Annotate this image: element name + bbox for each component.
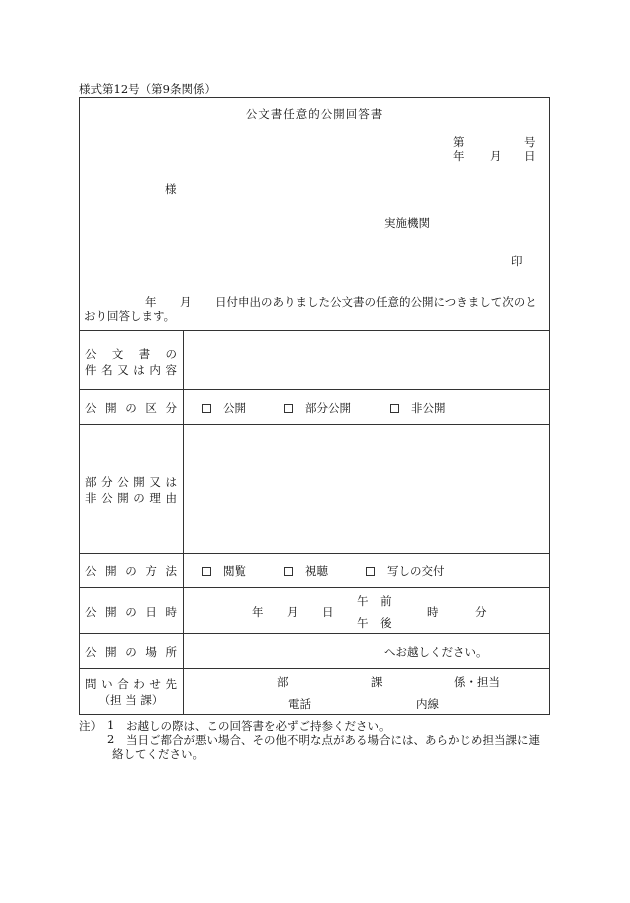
seal-mark: 印 [511, 254, 523, 268]
category-option-public[interactable] [202, 400, 246, 416]
checkbox[interactable] [284, 404, 293, 413]
reason-label-line-1: 部 分 公 開 又 は [85, 475, 177, 489]
note-1-text: お越しの際は、この回答書を必ずご持参ください。 [126, 719, 391, 733]
category-option-partial[interactable] [284, 400, 351, 416]
option-label: 写しの交付 [387, 564, 445, 578]
checkbox[interactable] [202, 404, 211, 413]
place-label [79, 644, 183, 660]
datetime-label-text: 公 開 の 日 時 [85, 605, 177, 619]
option-label: 公開 [223, 401, 246, 415]
row-divider [79, 553, 550, 554]
datetime-pm: 午 後 [357, 616, 396, 630]
datetime-label [79, 604, 183, 620]
checkbox[interactable] [390, 404, 399, 413]
reason-label [79, 474, 183, 506]
method-label [79, 563, 183, 579]
datetime-hour: 時 [427, 605, 439, 619]
contact-phone: 電話 [288, 697, 311, 711]
contact-staff: 係・担当 [454, 675, 500, 689]
contact-extension: 内線 [416, 697, 439, 711]
contact-label [79, 676, 183, 708]
datetime-day: 日 [322, 605, 334, 619]
method-label-text: 公 開 の 方 法 [85, 564, 177, 578]
category-option-nonpublic[interactable] [390, 400, 446, 416]
document-name-field[interactable] [184, 331, 549, 389]
category-label-text: 公 開 の 区 分 [85, 401, 177, 415]
intro-line-2: おり回答します。 [84, 309, 176, 323]
addressee-honorific: 様 [165, 182, 177, 196]
category-label [79, 400, 183, 416]
method-option-watch[interactable] [284, 563, 328, 579]
checkbox[interactable] [284, 567, 293, 576]
form-title: 公文書任意的公開回答書 [245, 107, 384, 121]
number-prefix: 第 [453, 135, 465, 149]
document-label-line-1: 公 文 書 の [85, 347, 177, 361]
datetime-year: 年 [252, 605, 264, 619]
intro-month: 月 [180, 295, 192, 309]
document-label-line-2: 件 名 又 は 内 容 [85, 363, 177, 377]
option-label: 視聴 [305, 564, 328, 578]
datetime-minute: 分 [475, 605, 487, 619]
row-divider [79, 668, 550, 669]
date-month: 月 [490, 149, 502, 163]
row-divider [79, 389, 550, 390]
note-2-continuation: 絡してください。 [112, 747, 204, 761]
place-label-text: 公 開 の 場 所 [85, 645, 177, 659]
checkbox[interactable] [202, 567, 211, 576]
reason-label-line-2: 非 公 開 の 理 由 [85, 491, 177, 505]
option-label: 非公開 [411, 401, 446, 415]
reason-field[interactable] [184, 425, 549, 553]
notes-prefix: 注） [79, 719, 102, 733]
option-label: 閲覧 [223, 564, 246, 578]
method-option-view[interactable] [202, 563, 246, 579]
note-1-number: 1 [107, 718, 115, 732]
option-label: 部分公開 [305, 401, 351, 415]
note-2-text: 当日ご都合が悪い場合、その他不明な点がある場合には、あらかじめ担当課に連 [126, 733, 540, 747]
note-2-number: 2 [107, 732, 115, 746]
intro-year: 年 [145, 295, 157, 309]
contact-label-line-1: 問 い 合 わ せ 先 [85, 677, 177, 691]
checkbox[interactable] [366, 567, 375, 576]
document-label [79, 346, 183, 378]
contact-section: 課 [371, 675, 383, 689]
form-number: 様式第12号（第9条関係） [79, 82, 216, 96]
intro-line-1: 日付申出のありました公文書の任意的公開につきまして次のと [215, 295, 537, 309]
row-divider [79, 587, 550, 588]
row-divider [79, 633, 550, 634]
contact-label-line-2: （担 当 課） [98, 693, 164, 707]
number-suffix: 号 [524, 135, 536, 149]
datetime-am: 午 前 [357, 594, 396, 608]
method-option-copy[interactable] [366, 563, 445, 579]
implementing-agency: 実施機関 [384, 216, 430, 230]
datetime-month: 月 [287, 605, 299, 619]
date-day: 日 [524, 149, 536, 163]
contact-department: 部 [277, 675, 289, 689]
place-text: へお越しください。 [384, 645, 488, 659]
date-year: 年 [453, 149, 465, 163]
